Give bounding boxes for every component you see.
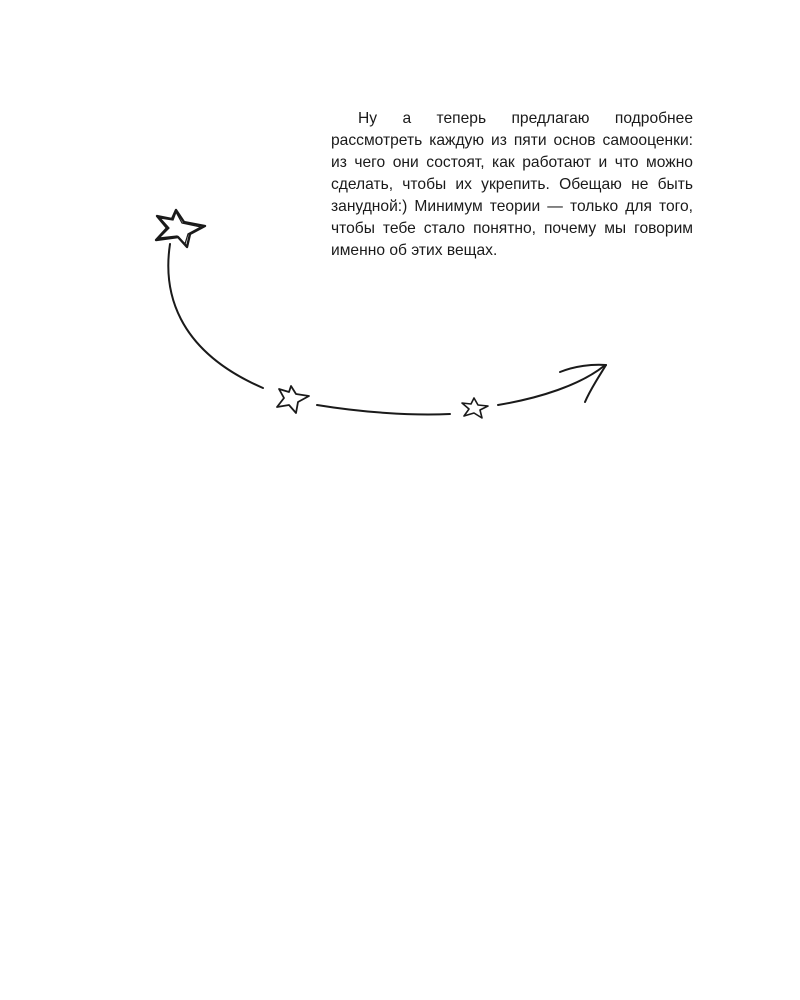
arrow-path-segment	[168, 244, 263, 388]
arrow-path-segment	[498, 366, 604, 405]
star-icon	[277, 386, 309, 413]
body-paragraph: Ну а теперь предлагаю подробнее рассмотреть каждую из пяти основ самооценки: из чего они состоят, как работают и что можно сделать, чтобы их укрепить. Обещаю не быть занудной:) Минимум теории — только для того, чтобы тебе стало понятно, почему мы говорим именно об этих вещах.	[331, 110, 693, 259]
star-icon	[462, 398, 488, 418]
arrow-path-segment	[317, 405, 450, 415]
star-icon	[156, 210, 205, 247]
